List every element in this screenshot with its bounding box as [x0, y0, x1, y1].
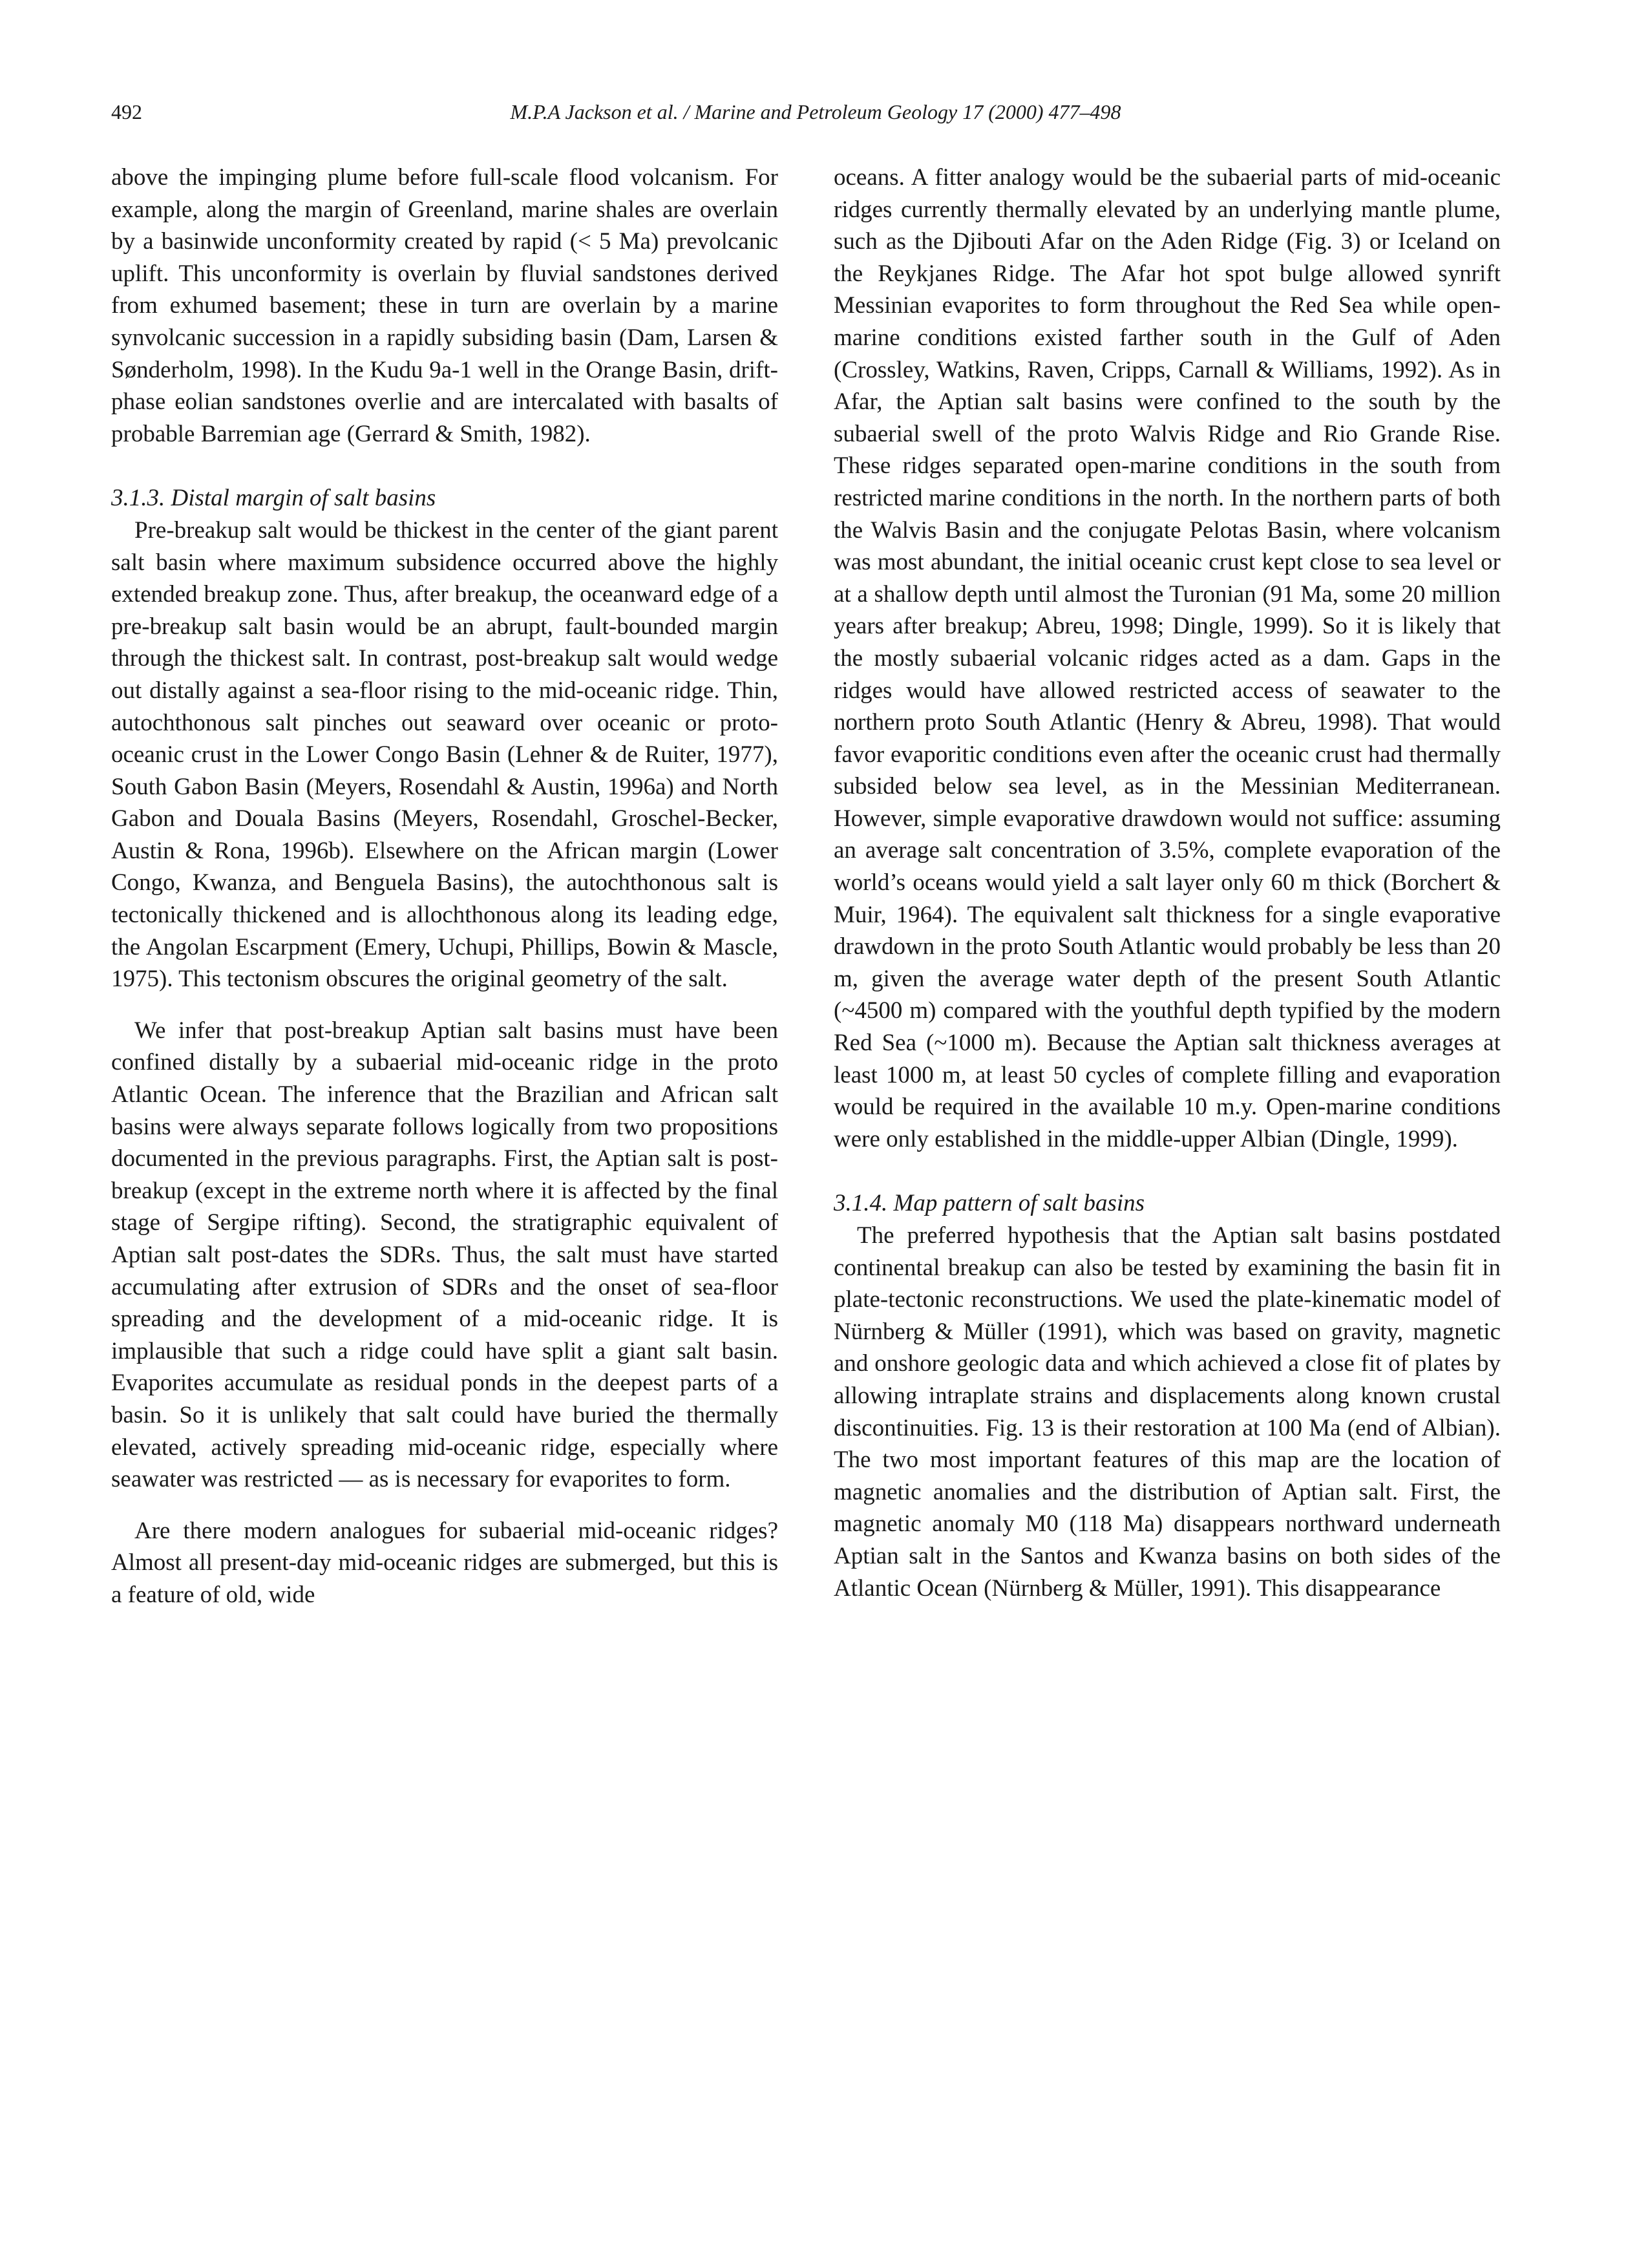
page-number: 492 — [111, 100, 142, 123]
right-column — [834, 162, 1501, 1604]
paragraph: oceans. A fitter analogy would be the subaerial parts of mid-oceanic ridges currently thermally elevated by an underlying mantle plume, such as the Djibouti Afar on the Aden Ridge (Fig. 3) or Iceland on the Reykjanes Ridge. The Afar hot spot bulge allowed synrift Messinian evaporites to form throughout the Red Sea while open-marine conditions existed farther south in the Gulf of Aden (Crossley, Watkins, Raven, Cripps, Carnall & Williams, 1992). As in Afar, the Aptian salt basins were confined to the south by the subaerial swell of the proto Walvis Ridge and Rio Grande Rise. These ridges separated open-marine conditions in the south from restricted marine conditions in the north. In the northern parts of both the Walvis Basin and the conjugate Pelotas Basin, where volcanism was most abundant, the initial oceanic crust kept close to sea level or at a shallow depth until almost the Turonian (91 Ma, some 20 million years after breakup; Abreu, 1998; Dingle, 1999). So it is likely that the mostly subaerial volcanic ridges acted as a dam. Gaps in the ridges would have allowed restricted access of seawater to the northern proto South Atlantic (Henry & Abreu, 1998). That would favor evaporitic conditions even after the oceanic crust had thermally subsided below sea level, as in the Messinian Mediterranean. However, simple evaporative drawdown would not suffice: assuming an average salt concentration of 3.5%, complete evaporation of the world’s oceans would yield a salt layer only 60 m thick (Borchert & Muir, 1964). The equivalent salt thickness for a single evaporative drawdown in the proto South Atlantic would probably be less than 20 m, given the average water depth of the present South Atlantic (~4500 m) compared with the youthful depth typified by the modern Red Sea (~1000 m). Because the Aptian salt thickness averages at least 1000 m, at least 50 cycles of complete filling and evaporation would be required in the available 10 m.y. Open-marine conditions were only established in the middle-upper Albian (Dingle, 1999). — [834, 164, 1501, 1152]
paragraph: The preferred hypothesis that the Aptian salt basins postdated continental breakup can also be tested by examining the basin fit in plate-tectonic reconstructions. We used the plate-kinematic model of Nürnberg & Müller (1991), which was based on gravity, magnetic and onshore geologic data and which achieved a close fit of plates by allowing intraplate strains and displacements along known crustal discontinuities. Fig. 13 is their restoration at 100 Ma (end of Albian). The two most important features of this map are the location of magnetic anomalies and the distribution of Aptian salt. First, the magnetic anomaly M0 (118 Ma) disappears northward underneath Aptian salt in the Santos and Kwanza basins on both sides of the Atlantic Ocean (Nürnberg & Müller, 1991). This disappearance — [834, 1222, 1501, 1602]
paragraph: above the impinging plume before full-scale flood volcanism. For example, along the margin of Greenland, marine shales are overlain by a basinwide unconformity created by rapid (< 5 Ma) prevolcanic uplift. This unconformity is overlain by fluvial sandstones derived from exhumed basement; these in turn are overlain by a marine synvolcanic succession in a rapidly subsiding basin (Dam, Larsen & Sønderholm, 1998). In the Kudu 9a-1 well in the Orange Basin, drift-phase eolian sandstones overlie and are intercalated with basalts of probable Barremian age (Gerrard & Smith, 1982). — [111, 164, 778, 447]
section-heading-3-1-3: 3.1.3. Distal margin of salt basins — [111, 485, 436, 512]
running-title: M.P.A Jackson et al. / Marine and Petroleum Geology 17 (2000) 477–498 — [510, 100, 1121, 123]
paragraph: Are there modern analogues for subaerial mid-oceanic ridges? Almost all present-day mid-oceanic ridges are submerged, but this is a feature of old, wide — [111, 1517, 778, 1608]
paragraph: We infer that post-breakup Aptian salt basins must have been confined distally by a subaerial mid-oceanic ridge in the proto Atlantic Ocean. The inference that the Brazilian and African salt basins were always separate follows logically from two propositions documented in the previous paragraphs. First, the Aptian salt is post-breakup (except in the extreme north where it is affected by the final stage of Sergipe rifting). Second, the stratigraphic equivalent of Aptian salt post-dates the SDRs. Thus, the salt must have started accumulating after extrusion of SDRs and the onset of sea-floor spreading and the development of a mid-oceanic ridge. It is implausible that such a ridge could have split a giant salt basin. Evaporites accumulate as residual ponds in the deepest parts of a basin. So it is unlikely that salt could have buried the thermally elevated, actively spreading mid-oceanic ridge, especially where seawater was restricted — as is necessary for evaporites to form. — [111, 1017, 778, 1493]
section-heading-3-1-4: 3.1.4. Map pattern of salt basins — [834, 1190, 1145, 1217]
paragraph: Pre-breakup salt would be thickest in the center of the giant parent salt basin where maximum subsidence occurred above the highly extended breakup zone. Thus, after breakup, the oceanward edge of a pre-breakup salt basin would be an abrupt, fault-bounded margin through the thickest salt. In contrast, post-breakup salt would wedge out distally against a sea-floor rising to the mid-oceanic ridge. Thin, autochthonous salt pinches out seaward over oceanic or proto-oceanic crust in the Lower Congo Basin (Lehner & de Ruiter, 1977), South Gabon Basin (Meyers, Rosendahl & Austin, 1996a) and North Gabon and Douala Basins (Meyers, Rosendahl, Groschel-Becker, Austin & Rona, 1996b). Elsewhere on the African margin (Lower Congo, Kwanza, and Benguela Basins), the autochthonous salt is tectonically thickened and is allochthonous along its leading edge, the Angolan Escarpment (Emery, Uchupi, Phillips, Bowin & Mascle, 1975). This tectonism obscures the original geometry of the salt. — [111, 516, 778, 993]
left-column — [111, 162, 778, 1611]
page-header — [111, 96, 1520, 128]
